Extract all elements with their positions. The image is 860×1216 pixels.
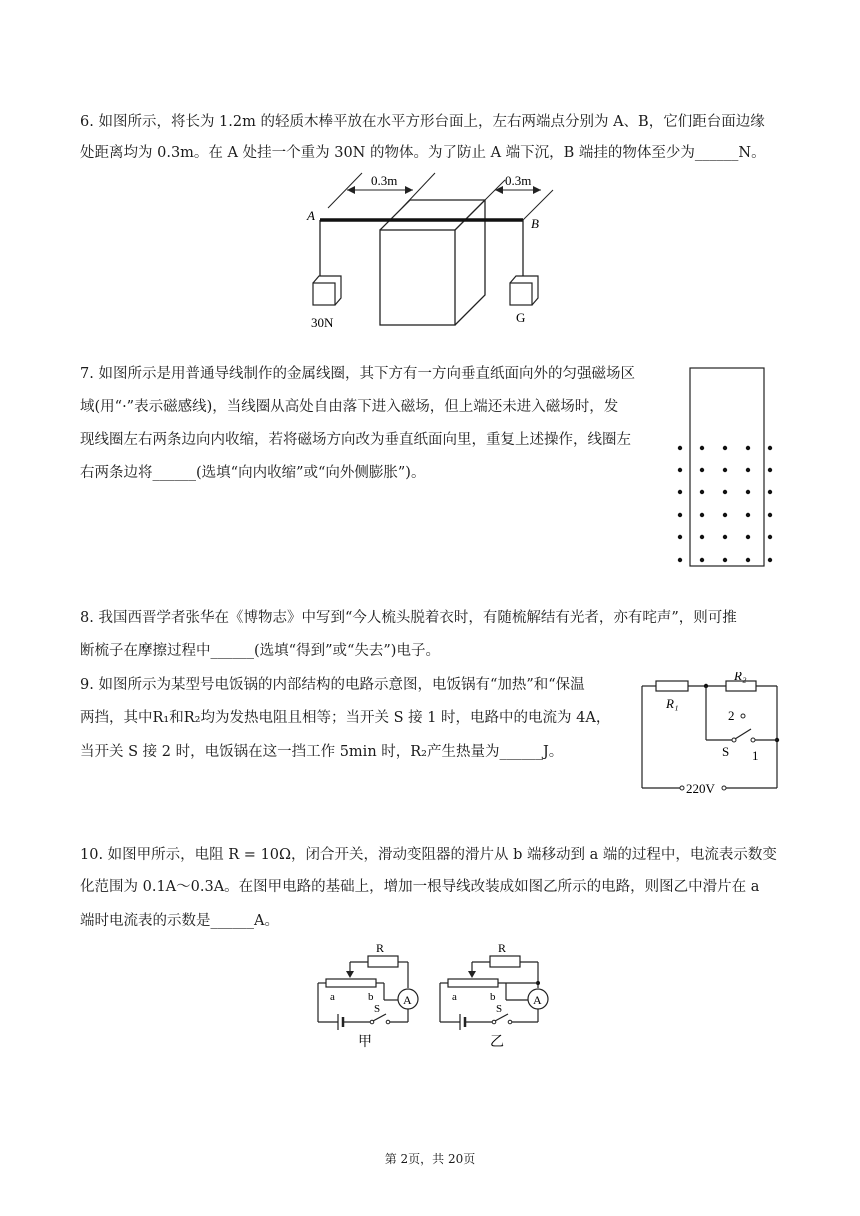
q9-line-3: 当开关 S 接 2 时，电饭锅在这一挡工作 5min 时，R₂产生热量为______J。 <box>80 744 564 760</box>
page-footer: 第 2页，共 20页 <box>384 1152 476 1166</box>
q7-line-4: 右两条边将______(选填“向内收缩”或“向外侧膨胀”)。 <box>80 465 426 481</box>
q10-line-3: 端时电流表的示数是______A。 <box>80 913 279 929</box>
magnetic-field-dots <box>678 446 772 562</box>
q10-yi-a-label: a <box>452 991 457 1003</box>
q6-weight-left: 30N <box>311 315 334 330</box>
q10-line-2: 化范围为 0.1A～0.3A。在图甲电路的基础上，增加一根导线改装成如图乙所示的电路，则图乙中滑片在 a <box>80 879 760 895</box>
q10-jia-r-label: R <box>376 941 385 955</box>
q6-weight-right: G <box>516 310 526 325</box>
q10-jia-b-label: b <box>368 991 374 1003</box>
q6-label-a: A <box>307 208 315 223</box>
q10-circuit-jia <box>308 938 428 1050</box>
q7-line-2: 域(用“·”表示磁感线)，当线圈从高处自由落下进入磁场，但上端还未进入磁场时，发 <box>80 399 619 415</box>
q9-pos2-label: 2 <box>728 708 735 723</box>
q10-jia-meter-label: A <box>403 993 412 1007</box>
q7-line-1: 7. 如图所示是用普通导线制作的金属线圈，其下方有一方向垂直纸面向外的匀强磁场区 <box>80 366 635 382</box>
q9-switch-label: S <box>722 744 730 759</box>
q6-dim-left: 0.3m <box>371 173 398 188</box>
q6-line-1: 6. 如图所示，将长为 1.2m 的轻质木棒平放在水平方形台面上，左右两端点分别为 A、B，它们距台面边缘 <box>80 114 765 130</box>
q7-line-3: 现线圈左右两条边向内收缩，若将磁场方向改为垂直纸面向里，重复上述操作，线圈左 <box>80 432 631 448</box>
q9-line-1: 9. 如图所示为某型号电饭锅的内部结构的电路示意图，电饭锅有“加热”和“保温 <box>80 677 585 693</box>
q10-line-1: 10. 如图甲所示，电阻 R = 10Ω，闭合开关，滑动变阻器的滑片从 b 端移动到 a 端的过程中，电流表示数变 <box>80 847 777 863</box>
q10-jia-s-label: S <box>374 1003 381 1015</box>
q9-circuit-figure <box>636 672 786 797</box>
q7-coil-figure <box>672 360 792 570</box>
q9-voltage-label: 220V <box>686 781 715 796</box>
q6-dim-right: 0.3m <box>505 173 532 188</box>
q9-r1-label: R₁ <box>666 696 679 711</box>
q10-caption-jia: 甲 <box>358 1035 372 1050</box>
q10-yi-s-label: S <box>496 1003 503 1015</box>
q9-r2-label: R₂ <box>734 672 747 683</box>
q10-yi-b-label: b <box>490 991 496 1003</box>
q9-pos1-label: 1 <box>752 748 759 763</box>
q6-line-2: 处距离均为 0.3m。在 A 处挂一个重为 30N 的物体。为了防止 A 端下沉，B 端挂的物体至少为______N。 <box>80 145 766 161</box>
q9-line-2: 两挡，其中R₁和R₂均为发热电阻且相等；当开关 S 接 1 时，电路中的电流为 4A， <box>80 710 611 726</box>
q10-jia-a-label: a <box>330 991 335 1003</box>
q10-yi-r-label: R <box>498 941 507 955</box>
q6-label-b: B <box>531 216 539 231</box>
q6-lever-figure <box>295 168 565 333</box>
q10-caption-yi: 乙 <box>490 1035 504 1050</box>
q8-line-1: 8. 我国西晋学者张华在《博物志》中写到“今人梳头脱着衣时，有随梳解结有光者，亦有咤声”，则可推 <box>80 610 737 626</box>
q10-yi-meter-label: A <box>533 993 542 1007</box>
q10-circuit-yi <box>430 938 555 1050</box>
q8-line-2: 断梳子在摩擦过程中______(选填“得到”或“失去”)电子。 <box>80 643 440 659</box>
